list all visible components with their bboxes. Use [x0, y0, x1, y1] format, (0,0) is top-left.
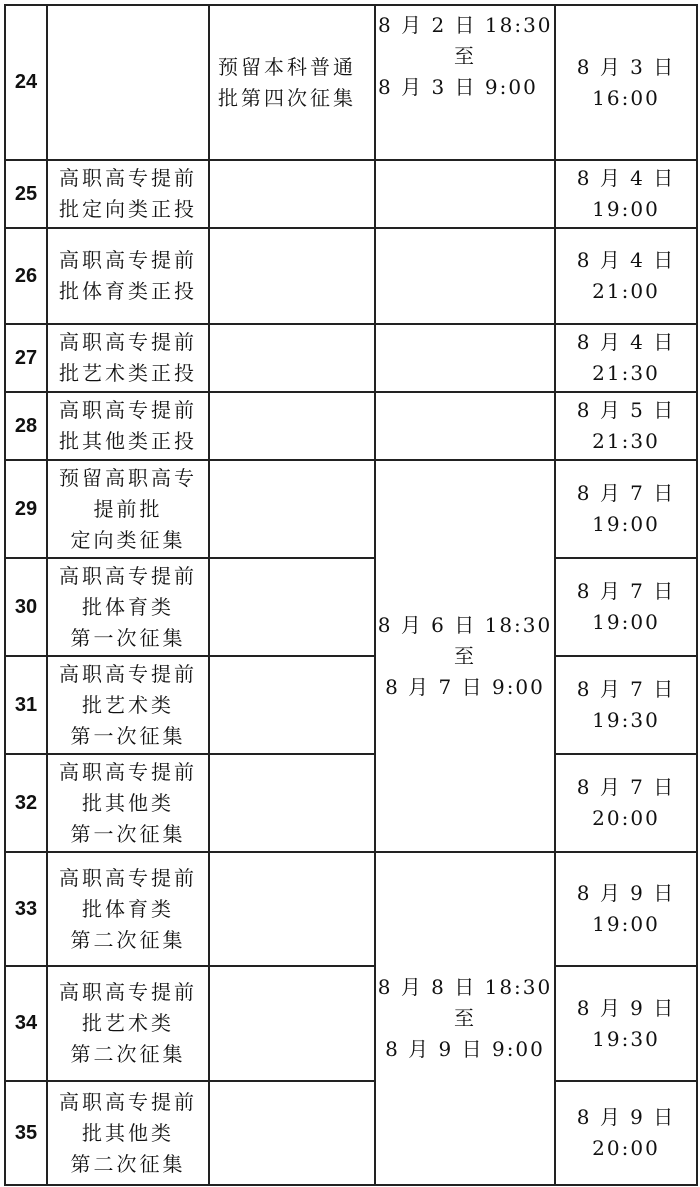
deadline-time: 19:00: [592, 610, 660, 634]
deadline-cell: [555, 460, 697, 558]
batch-line: 批其他类: [82, 1120, 174, 1145]
batch-cell: [47, 558, 209, 656]
batch-cell: [47, 5, 209, 160]
plan-cell: [209, 228, 375, 324]
batch-cell: [47, 852, 209, 966]
batch-line: 预留高职高专: [59, 465, 197, 490]
deadline-date: 8 月 7 日: [576, 775, 676, 799]
deadline-time: 19:30: [592, 1026, 660, 1051]
plan-cell: [209, 754, 375, 852]
deadline-cell: [555, 966, 697, 1081]
deadline-time: 19:00: [592, 512, 660, 536]
row-number: 30: [5, 558, 47, 656]
deadline-time: 19:30: [592, 708, 660, 732]
deadline-time: 21:30: [592, 361, 660, 385]
batch-line: 提前批: [93, 496, 163, 521]
deadline-date: 8 月 7 日: [576, 481, 676, 505]
deadline-cell: [555, 1081, 697, 1185]
deadline-date: 8 月 3 日: [576, 54, 676, 79]
batch-line: 批定向类正投: [59, 197, 197, 221]
batch-cell: [47, 1081, 209, 1185]
deadline-date: 8 月 9 日: [576, 1105, 676, 1129]
batch-line: 批艺术类: [82, 692, 174, 717]
batch-cell: [47, 754, 209, 852]
deadline-cell: [555, 228, 697, 324]
row-number: 28: [5, 392, 47, 460]
plan-cell: [209, 160, 375, 228]
fill-to: 至: [454, 44, 476, 68]
batch-line: 批体育类正投: [59, 279, 197, 303]
deadline-time: 20:00: [592, 1136, 660, 1160]
fill-time-cell: [375, 392, 555, 460]
table-row: [5, 5, 697, 160]
table-row: [5, 160, 697, 228]
batch-cell: [47, 324, 209, 392]
table-row: [5, 852, 697, 966]
plan-cell: [209, 1081, 375, 1185]
plan-cell: [209, 460, 375, 558]
batch-line: 高职高专提前: [59, 248, 197, 272]
row-number: 33: [5, 852, 47, 966]
plan-line: 批第四次征集: [218, 85, 356, 110]
batch-cell: [47, 392, 209, 460]
deadline-date: 8 月 9 日: [576, 881, 676, 905]
fill-start: 8 月 2 日 18:30: [378, 13, 553, 37]
table-row: [5, 656, 697, 754]
batch-line: 批其他类: [82, 790, 174, 815]
row-number: 35: [5, 1081, 47, 1185]
fill-time-cell: [375, 5, 555, 160]
deadline-cell: [555, 656, 697, 754]
deadline-time: 16:00: [592, 85, 660, 110]
deadline-date: 8 月 7 日: [576, 677, 676, 701]
fill-time-cell: [375, 160, 555, 228]
plan-cell: [209, 852, 375, 966]
row-number: 26: [5, 228, 47, 324]
fill-end: 8 月 9 日 9:00: [385, 1037, 545, 1061]
batch-line: 第一次征集: [70, 821, 186, 846]
batch-cell: [47, 656, 209, 754]
batch-line: 高职高专提前: [59, 980, 197, 1004]
deadline-date: 8 月 4 日: [576, 248, 676, 272]
batch-line: 第二次征集: [70, 1042, 186, 1066]
deadline-date: 8 月 4 日: [576, 166, 676, 190]
row-number: 24: [5, 5, 47, 160]
fill-time-cell: [375, 228, 555, 324]
fill-time-cell: [375, 460, 555, 852]
batch-line: 第一次征集: [70, 625, 186, 650]
deadline-cell: [555, 392, 697, 460]
deadline-date: 8 月 7 日: [576, 579, 676, 603]
deadline-cell: [555, 754, 697, 852]
batch-line: 批其他类正投: [59, 429, 197, 453]
fill-end: 8 月 7 日 9:00: [385, 674, 545, 699]
plan-line: 预留本科普通: [218, 54, 356, 79]
batch-cell: [47, 966, 209, 1081]
deadline-date: 8 月 4 日: [576, 330, 676, 354]
deadline-cell: [555, 852, 697, 966]
batch-line: 第一次征集: [70, 723, 186, 748]
batch-line: 高职高专提前: [59, 865, 197, 890]
plan-cell: [209, 656, 375, 754]
batch-line: 高职高专提前: [59, 563, 197, 588]
deadline-cell: [555, 5, 697, 160]
deadline-cell: [555, 558, 697, 656]
plan-cell: [209, 558, 375, 656]
table-row: [5, 558, 697, 656]
row-number: 29: [5, 460, 47, 558]
table-row: [5, 324, 697, 392]
deadline-cell: [555, 324, 697, 392]
deadline-cell: [555, 160, 697, 228]
batch-line: 高职高专提前: [59, 759, 197, 784]
row-number: 31: [5, 656, 47, 754]
deadline-time: 21:30: [592, 429, 660, 453]
fill-time-cell: [375, 852, 555, 1185]
batch-line: 定向类征集: [70, 527, 186, 552]
batch-line: 批体育类: [82, 896, 174, 921]
table-row: [5, 1081, 697, 1185]
plan-cell: [209, 324, 375, 392]
row-number: 27: [5, 324, 47, 392]
plan-cell: [209, 392, 375, 460]
fill-time-cell: [375, 324, 555, 392]
deadline-time: 19:00: [592, 912, 660, 936]
plan-cell: [209, 966, 375, 1081]
row-number: 34: [5, 966, 47, 1081]
batch-line: 批艺术类: [82, 1011, 174, 1035]
deadline-time: 20:00: [592, 806, 660, 830]
fill-start: 8 月 6 日 18:30: [377, 612, 553, 637]
batch-cell: [47, 228, 209, 324]
batch-cell: [47, 460, 209, 558]
batch-line: 批艺术类正投: [59, 361, 197, 385]
batch-cell: [47, 160, 209, 228]
fill-to: 至: [454, 1006, 476, 1030]
row-number: 32: [5, 754, 47, 852]
batch-line: 高职高专提前: [59, 166, 197, 190]
batch-line: 高职高专提前: [59, 398, 197, 422]
row-number: 25: [5, 160, 47, 228]
fill-to: 至: [454, 643, 476, 668]
table-row: [5, 754, 697, 852]
table-row: [5, 392, 697, 460]
schedule-table: [4, 4, 698, 1186]
batch-line: 高职高专提前: [59, 1089, 197, 1114]
deadline-date: 8 月 5 日: [576, 398, 676, 422]
table-row: [5, 460, 697, 558]
deadline-time: 21:00: [592, 279, 660, 303]
batch-line: 第二次征集: [70, 1151, 186, 1176]
batch-line: 高职高专提前: [59, 661, 197, 686]
table-row: [5, 966, 697, 1081]
batch-line: 批体育类: [82, 594, 174, 619]
fill-end: 8 月 3 日 9:00: [378, 75, 538, 99]
fill-start: 8 月 8 日 18:30: [377, 975, 553, 999]
plan-cell: [209, 5, 375, 160]
table-row: [5, 228, 697, 324]
deadline-time: 19:00: [592, 197, 660, 221]
deadline-date: 8 月 9 日: [576, 995, 676, 1020]
batch-line: 高职高专提前: [59, 330, 197, 354]
batch-line: 第二次征集: [70, 927, 186, 952]
